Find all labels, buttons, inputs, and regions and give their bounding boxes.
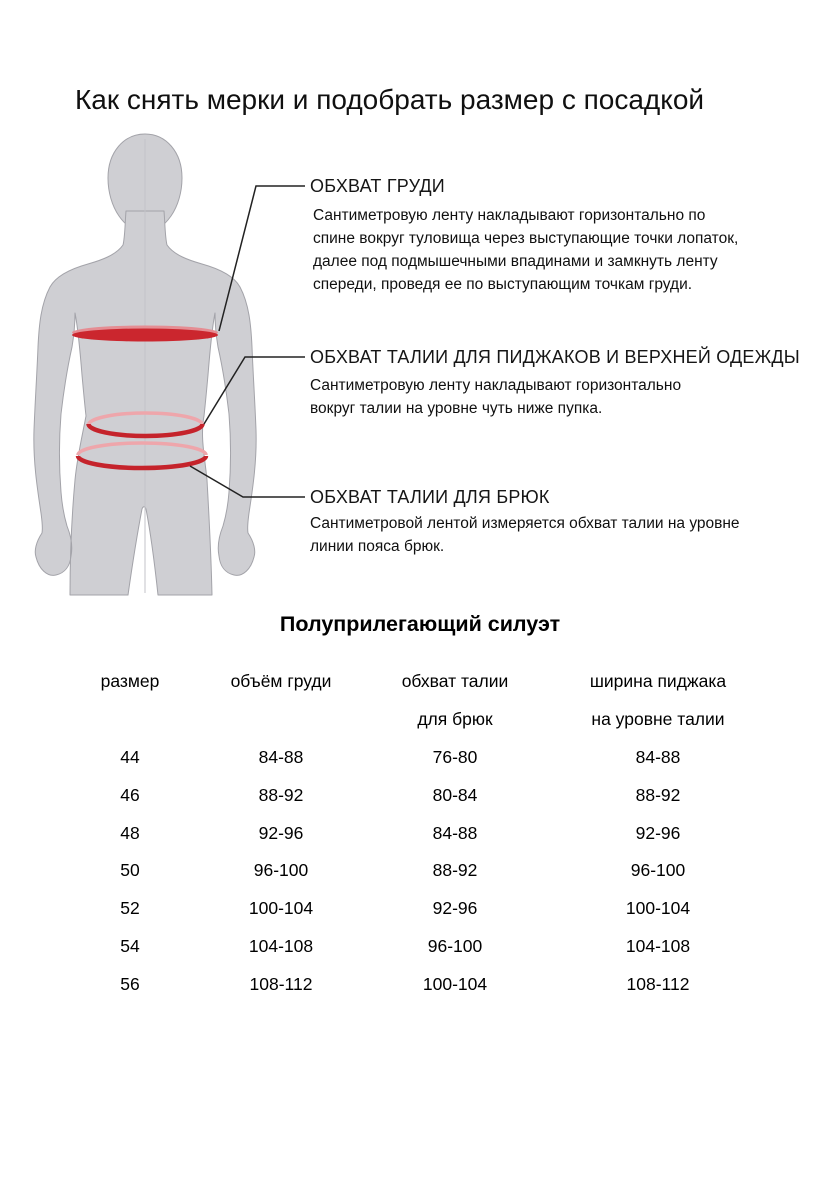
table-cell: 104-108: [625, 935, 691, 956]
column-header-size: размер: [100, 671, 160, 692]
text-line: спине вокруг туловища через выступающие точки лопаток,: [313, 230, 739, 247]
table-cell: 48: [120, 822, 140, 843]
jacket-waist-measure-heading: ОБХВАТ ТАЛИИ ДЛЯ ПИДЖАКОВ И ВЕРХНЕЙ ОДЕЖДЫ: [310, 347, 800, 367]
text-line: спереди, проведя ее по выступающим точкам груди.: [313, 276, 693, 293]
table-cell: 84-88: [432, 822, 478, 843]
table-cell: 92-96: [258, 822, 304, 843]
column-header-jacket-width: ширина пиджака: [589, 671, 727, 692]
column-header-trouser-waist: обхват талии: [401, 671, 509, 692]
table-cell: 92-96: [635, 822, 681, 843]
page-title: Как снять мерки и подобрать размер с посадкой: [75, 84, 705, 115]
chest-tape: [72, 329, 218, 342]
size-table-title: Полуприлегающий силуэт: [279, 612, 561, 636]
table-cell: 100-104: [422, 973, 488, 994]
chest-measure-description: [313, 204, 773, 296]
column-header-jacket-width-line2: на уровне талии: [591, 709, 725, 730]
table-cell: 108-112: [249, 973, 313, 994]
text-line: далее под подмышечными впадинами и замкнуть ленту: [313, 253, 718, 270]
table-cell: 100-104: [248, 898, 314, 919]
table-cell: 96-100: [630, 860, 686, 881]
column-header-chest: объём груди: [230, 671, 332, 692]
text-line: Сантиметровой лентой измеряется обхват талии на уровне: [310, 515, 740, 532]
column-header-spacer: [185, 701, 377, 739]
table-cell: 92-96: [432, 898, 478, 919]
table-cell: 44: [120, 746, 140, 767]
text-line: Сантиметровую ленту накладывают горизонтально: [310, 377, 682, 394]
chest-measure-heading: ОБХВАТ ГРУДИ: [310, 176, 445, 196]
size-table: [75, 663, 783, 1003]
table-cell: 88-92: [432, 860, 478, 881]
table-cell: 104-108: [248, 935, 314, 956]
table-cell: 76-80: [432, 746, 478, 767]
table-cell: 52: [120, 898, 140, 919]
text-line: линии пояса брюк.: [310, 538, 445, 555]
table-cell: 84-88: [635, 746, 681, 767]
table-cell: 100-104: [625, 898, 691, 919]
text-line: вокруг талии на уровне чуть ниже пупка.: [310, 400, 603, 417]
table-cell: 56: [120, 973, 140, 994]
trouser-waist-measure-description: [310, 512, 790, 558]
table-cell: 88-92: [258, 784, 304, 805]
column-header-trouser-waist-line2: для брюк: [417, 709, 493, 730]
jacket-waist-measure-description: [310, 374, 750, 420]
column-header-spacer: [75, 701, 185, 739]
table-cell: 54: [120, 935, 140, 956]
table-cell: 96-100: [427, 935, 483, 956]
text-line: Сантиметровую ленту накладывают горизонтально по: [313, 207, 706, 224]
table-cell: 108-112: [626, 973, 690, 994]
table-cell: 80-84: [432, 784, 478, 805]
table-cell: 96-100: [253, 860, 309, 881]
table-cell: 84-88: [258, 746, 304, 767]
table-cell: 46: [120, 784, 140, 805]
table-cell: 88-92: [635, 784, 681, 805]
male-silhouette-figure: [20, 125, 310, 600]
table-cell: 50: [120, 860, 140, 881]
trouser-waist-measure-heading: ОБХВАТ ТАЛИИ ДЛЯ БРЮК: [310, 487, 550, 507]
